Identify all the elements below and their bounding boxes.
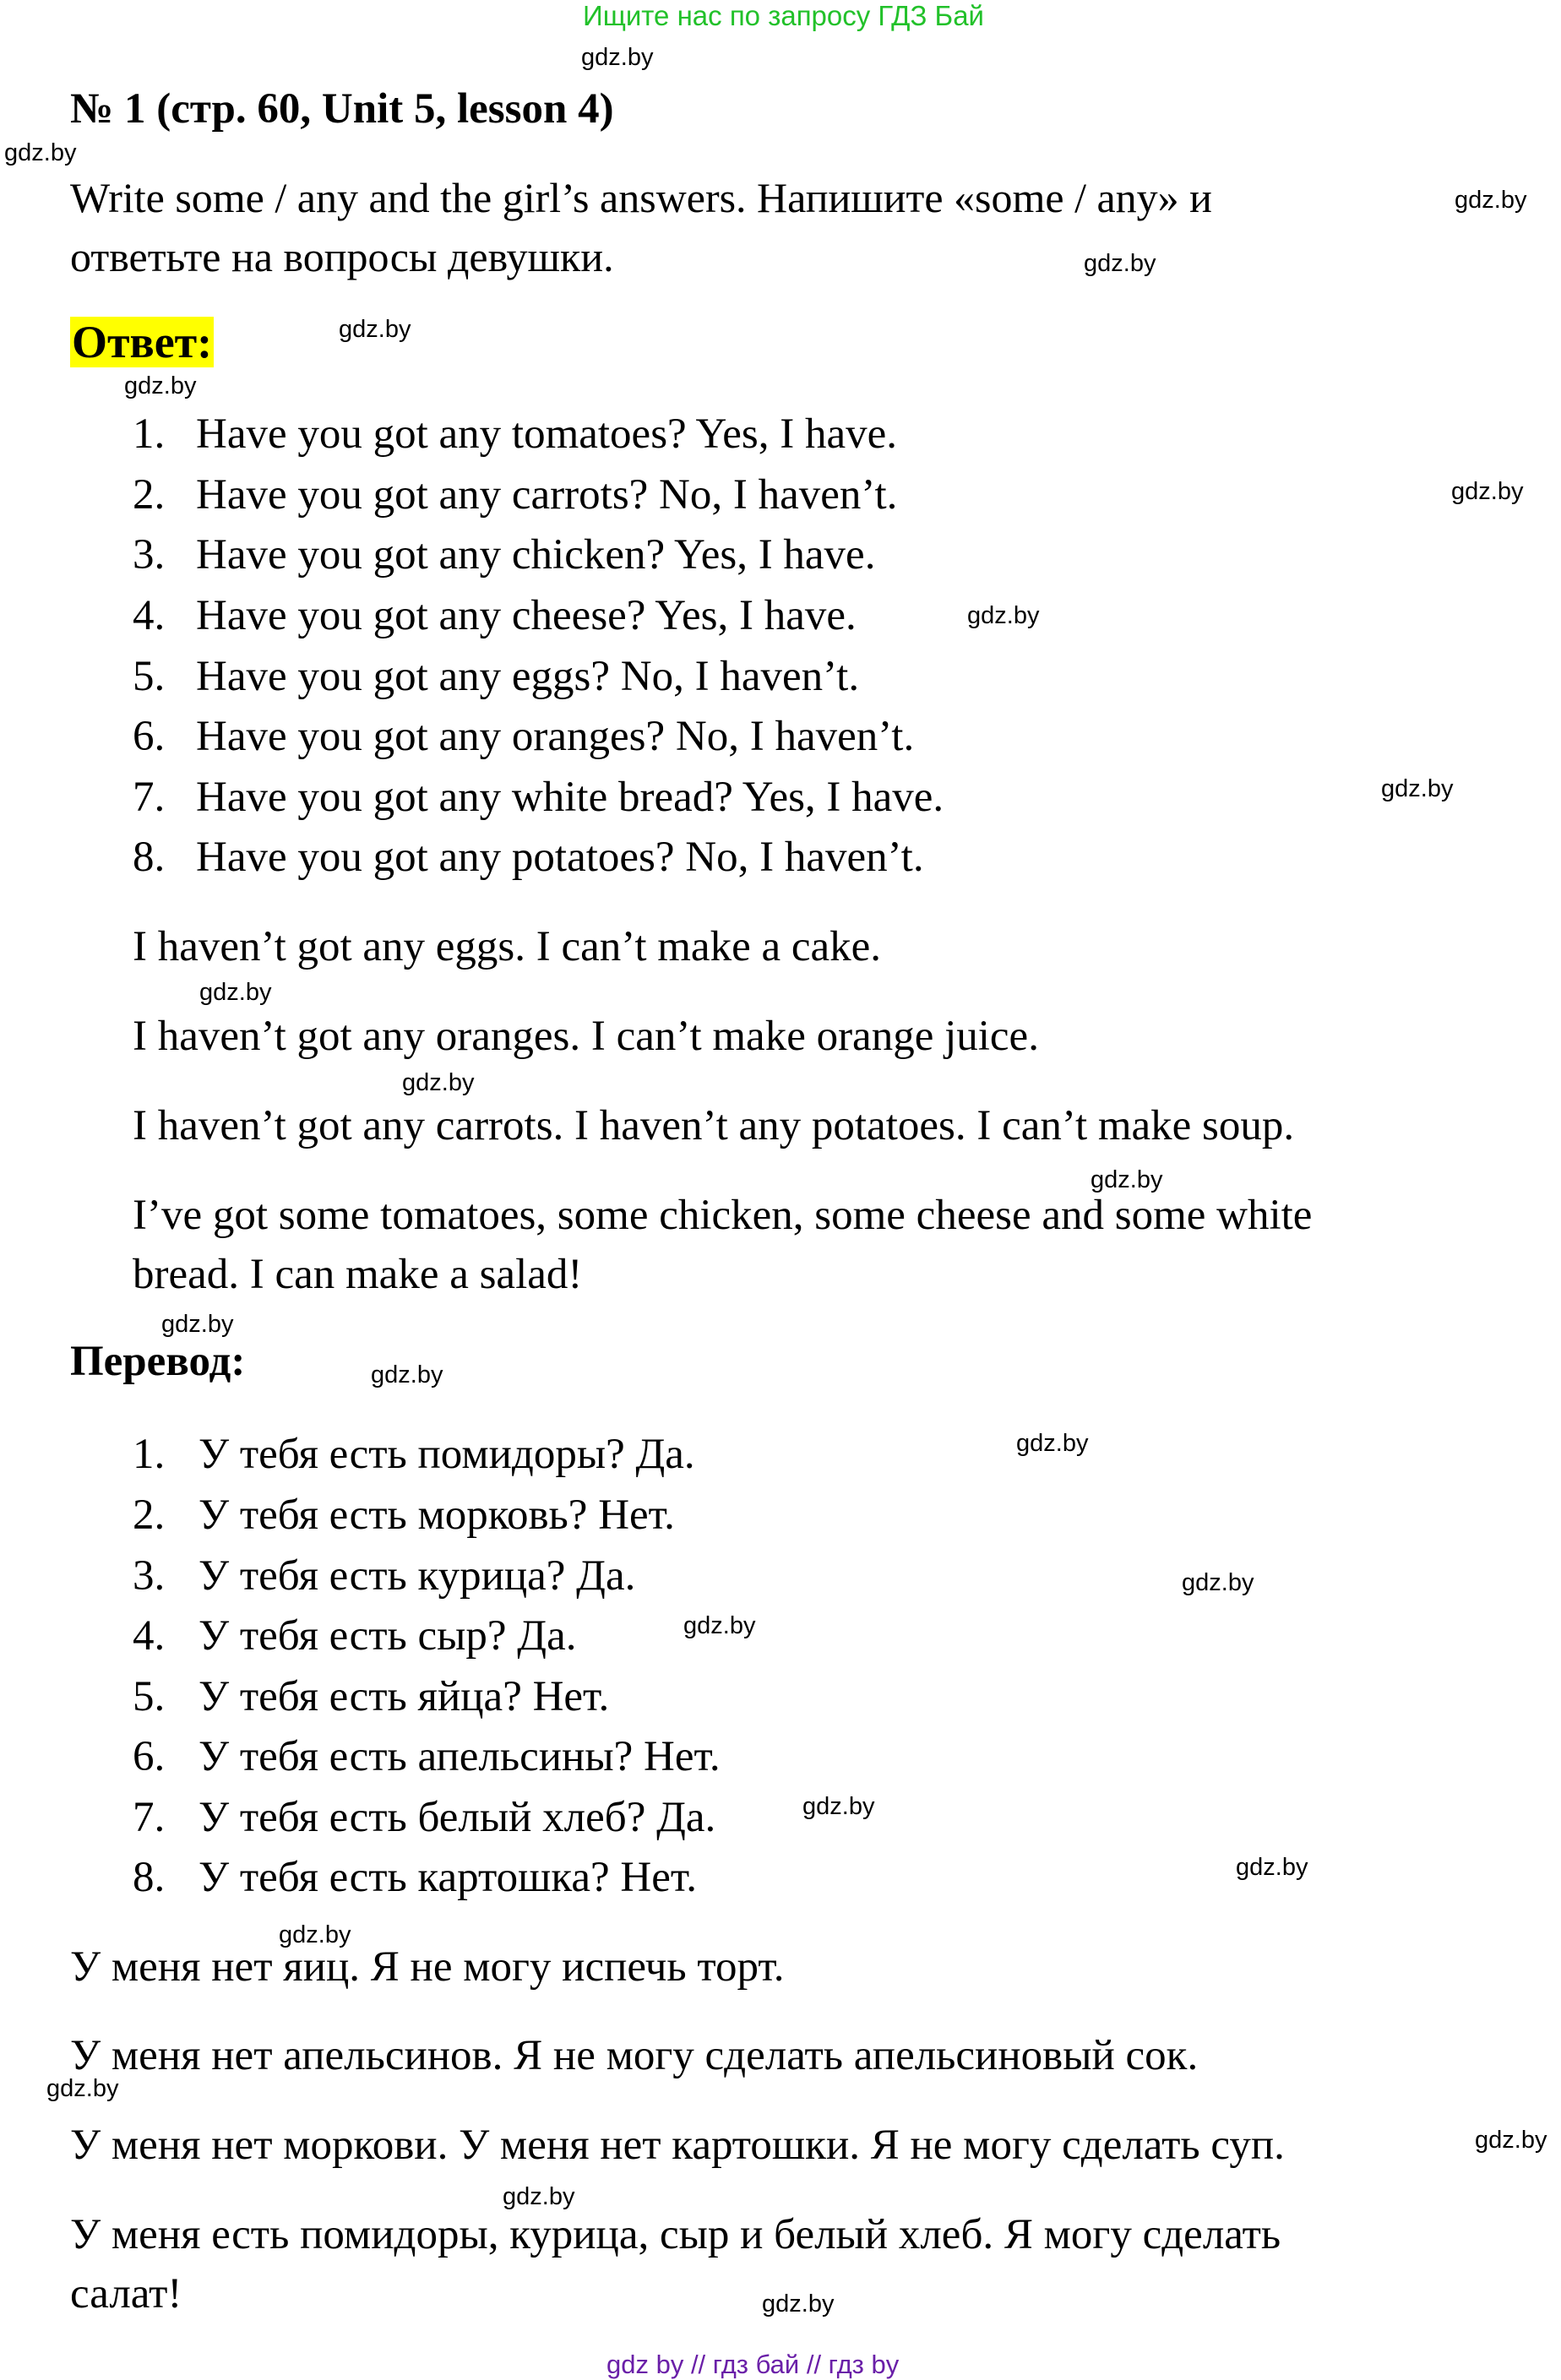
list-item-number: 5. [133, 1673, 166, 1720]
watermark: gdz.by [967, 602, 1040, 629]
watermark: gdz.by [1455, 187, 1527, 214]
list-item-number: 7. [133, 1794, 166, 1841]
list-item: Have you got any potatoes? No, I haven’t. [196, 834, 924, 881]
watermark: gdz.by [1016, 1430, 1089, 1457]
list-item: У тебя есть белый хлеб? Да. [199, 1794, 716, 1841]
watermark: gdz.by [402, 1069, 475, 1096]
watermark: gdz.by [1182, 1569, 1254, 1596]
watermark: gdz.by [1084, 250, 1156, 277]
list-item: Have you got any white bread? Yes, I have. [196, 774, 944, 821]
watermark: gdz.by [124, 372, 197, 399]
translation-paragraph-2: У меня нет апельсинов. Я не могу сделать апельсиновый сок. [70, 2032, 1199, 2079]
list-item: У тебя есть апельсины? Нет. [199, 1733, 721, 1780]
instruction-line-2: ответьте на вопросы девушки. [70, 233, 614, 280]
list-item: У тебя есть морковь? Нет. [199, 1492, 675, 1539]
list-item: У тебя есть картошка? Нет. [199, 1854, 698, 1901]
list-item-number: 1. [133, 1431, 166, 1478]
list-item-number: 2. [133, 1492, 166, 1539]
list-item: У тебя есть яйца? Нет. [199, 1673, 610, 1720]
watermark: gdz.by [1236, 1854, 1308, 1881]
watermark: gdz.by [762, 2290, 835, 2318]
watermark: gdz.by [371, 1361, 443, 1388]
watermark: gdz.by [161, 1311, 234, 1338]
list-item: Have you got any carrots? No, I haven’t. [196, 471, 898, 519]
list-item-number: 2. [133, 471, 166, 519]
footer-links[interactable]: gdz by // гдз бай // гдз by [606, 2350, 900, 2379]
list-item: Have you got any cheese? Yes, I have. [196, 592, 857, 639]
answer-paragraph-4-line-2: bread. I can make a salad! [133, 1251, 583, 1298]
watermark: gdz.by [199, 979, 272, 1006]
translation-paragraph-3: У меня нет моркови. У меня нет картошки. Я не могу сделать суп. [70, 2122, 1285, 2169]
watermark: gdz.by [46, 2075, 119, 2102]
watermark: gdz.by [1451, 478, 1524, 505]
top-search-banner[interactable]: Ищите нас по запросу ГДЗ Бай [583, 0, 984, 31]
list-item-number: 4. [133, 592, 166, 639]
list-item-number: 8. [133, 834, 166, 881]
answer-paragraph-3: I haven’t got any carrots. I haven’t any potatoes. I can’t make soup. [133, 1102, 1295, 1149]
list-item: У тебя есть курица? Да. [199, 1552, 636, 1600]
list-item: Have you got any tomatoes? Yes, I have. [196, 410, 897, 458]
watermark: gdz.by [503, 2183, 575, 2210]
list-item-number: 6. [133, 1733, 166, 1780]
list-item: Have you got any oranges? No, I haven’t. [196, 713, 915, 760]
translation-heading: Перевод: [70, 1338, 246, 1385]
translation-paragraph-1: У меня нет яиц. Я не могу испечь торт. [70, 1943, 785, 1991]
list-item: У тебя есть помидоры? Да. [199, 1431, 695, 1478]
answer-paragraph-1: I haven’t got any eggs. I can’t make a cake. [133, 923, 882, 970]
list-item-number: 3. [133, 531, 166, 579]
watermark: gdz.by [279, 1921, 351, 1948]
answer-paragraph-2: I haven’t got any oranges. I can’t make orange juice. [133, 1013, 1039, 1060]
watermark: gdz.by [683, 1612, 756, 1639]
list-item: Have you got any eggs? No, I haven’t. [196, 653, 860, 700]
watermark: gdz.by [4, 139, 77, 166]
list-item-number: 4. [133, 1612, 166, 1660]
list-item-number: 5. [133, 653, 166, 700]
list-item: Have you got any chicken? Yes, I have. [196, 531, 876, 579]
list-item-number: 6. [133, 713, 166, 760]
list-item-number: 3. [133, 1552, 166, 1600]
instruction-line-1: Write some / any and the girl’s answers. Напишите «some / any» и [70, 174, 1212, 221]
list-item: У тебя есть сыр? Да. [199, 1612, 577, 1660]
watermark: gdz.by [1381, 775, 1454, 802]
watermark: gdz.by [1475, 2127, 1547, 2154]
watermark: gdz.by [339, 316, 411, 343]
watermark: gdz.by [802, 1793, 875, 1820]
page-title: № 1 (стр. 60, Unit 5, lesson 4) [70, 85, 614, 133]
list-item-number: 1. [133, 410, 166, 458]
list-item-number: 7. [133, 774, 166, 821]
watermark: gdz.by [581, 44, 654, 71]
answer-paragraph-4-line-1: I’ve got some tomatoes, some chicken, some cheese and some white [133, 1192, 1313, 1239]
answer-heading: Ответ: [72, 317, 213, 367]
translation-paragraph-4-line-2: салат! [70, 2270, 182, 2318]
watermark: gdz.by [1091, 1166, 1163, 1193]
translation-paragraph-4-line-1: У меня есть помидоры, курица, сыр и белый хлеб. Я могу сделать [70, 2211, 1281, 2258]
list-item-number: 8. [133, 1854, 166, 1901]
